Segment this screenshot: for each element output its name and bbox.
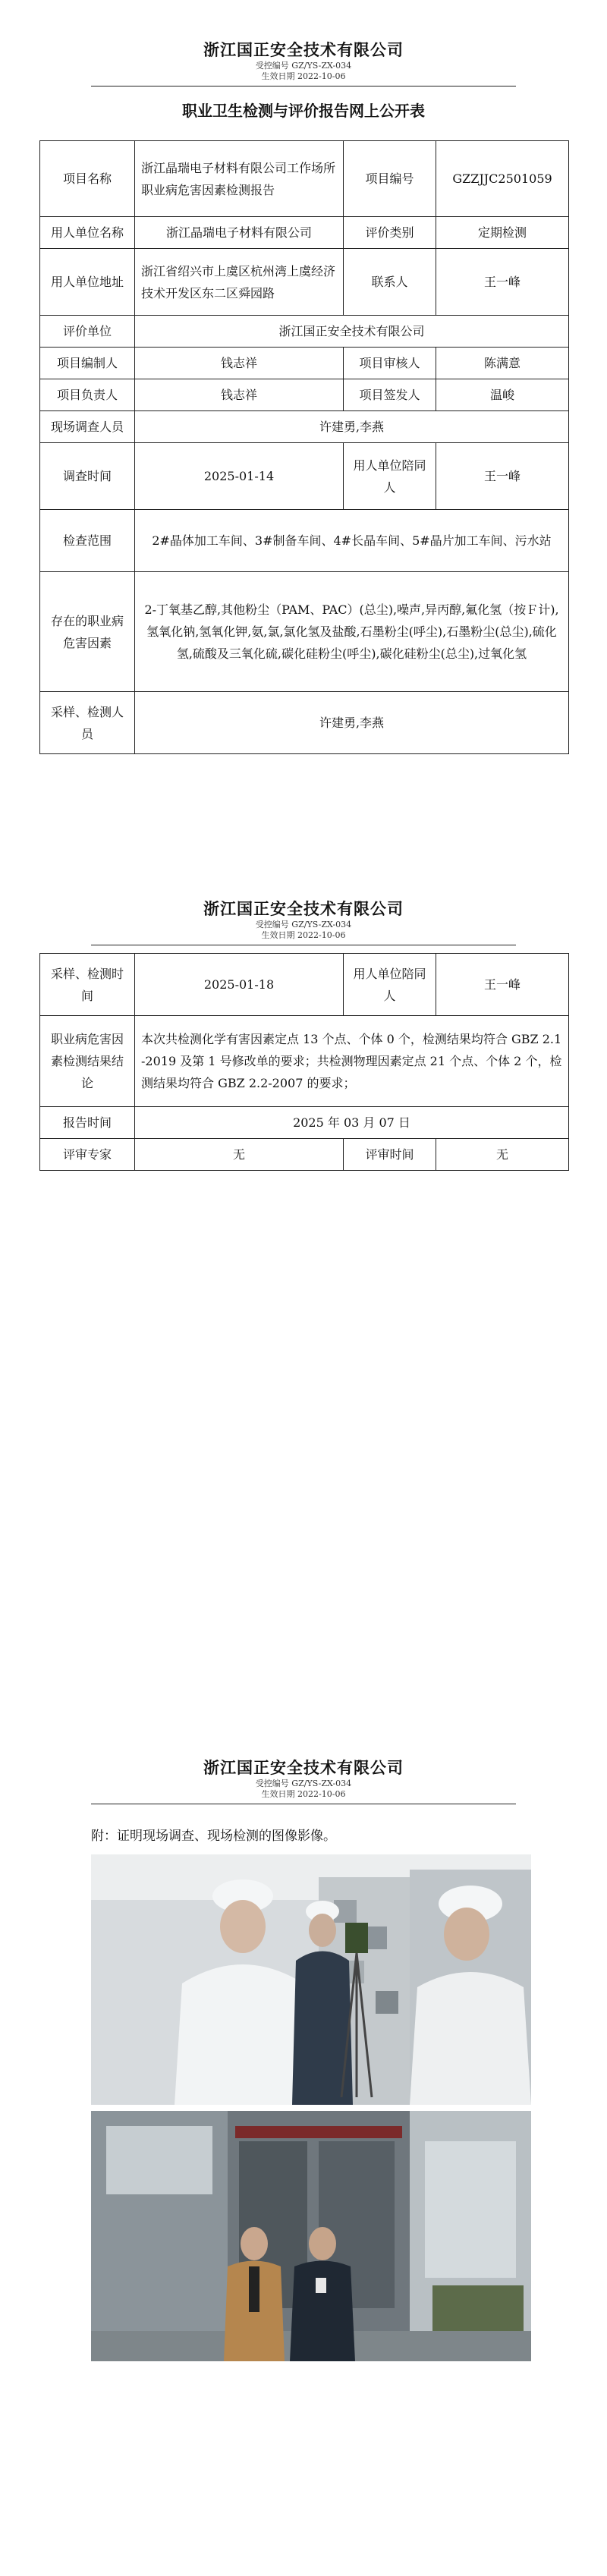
review-time: 无	[436, 1139, 569, 1171]
effective-date: 生效日期 2022-10-06	[261, 71, 346, 81]
control-number: 受控编号 GZ/YS-ZX-034	[255, 1779, 352, 1788]
conclusion-label: 职业病危害因素检测结果结论	[40, 1016, 135, 1107]
sampler-staff: 许建勇,李燕	[135, 692, 569, 754]
employer-address: 浙江省绍兴市上虞区杭州湾上虞经济技术开发区东二区舜园路	[135, 249, 344, 316]
attachment-note: 附：证明现场调查、现场检测的图像影像。	[91, 1829, 336, 1844]
compiler: 钱志祥	[135, 348, 344, 379]
page-1	[0, 0, 607, 857]
table-row	[40, 217, 569, 249]
survey-staff-label: 现场调查人员	[40, 411, 135, 443]
review-time-label: 评审时间	[344, 1139, 436, 1171]
project-name: 浙江晶瑞电子材料有限公司工作场所职业病危害因素检测报告	[135, 141, 344, 217]
compiler-label: 项目编制人	[40, 348, 135, 379]
scope-label: 检查范围	[40, 510, 135, 572]
effective-date: 生效日期 2022-10-06	[261, 1789, 346, 1799]
table-row	[40, 348, 569, 379]
photo-illustration	[91, 1854, 531, 2105]
hazard-factors: 2-丁氧基乙醇,其他粉尘（PAM、PAC）(总尘),噪声,异丙醇,氟化氢（按Ｆ计),氢氧化钠,氢氧化钾,氨,氯,氯化氢及盐酸,石墨粉尘(呼尘),石墨粉尘(总尘),硫化氢,硫酸及三氧化硫,碳化硅粉尘(呼尘),碳化硅粉尘(总尘),过氧化氢	[135, 572, 569, 692]
report-time: 2025 年 03 月 07 日	[135, 1107, 569, 1139]
photo-illustration	[91, 2111, 531, 2361]
leader-label: 项目负责人	[40, 379, 135, 411]
issuer-label: 项目签发人	[344, 379, 436, 411]
leader: 钱志祥	[135, 379, 344, 411]
eval-unit-label: 评价单位	[40, 316, 135, 348]
table-row	[40, 141, 569, 217]
document-title: 职业卫生检测与评价报告网上公开表	[182, 102, 425, 120]
project-no-label: 项目编号	[344, 141, 436, 217]
table-row	[40, 411, 569, 443]
accompany-person: 王一峰	[436, 443, 569, 510]
company-name: 浙江国正安全技术有限公司	[203, 40, 404, 59]
eval-type: 定期检测	[436, 217, 569, 249]
table-row	[40, 692, 569, 754]
employer-address-label: 用人单位地址	[40, 249, 135, 316]
employer-name: 浙江晶瑞电子材料有限公司	[135, 217, 344, 249]
sample-time-label: 采样、检测时间	[40, 954, 135, 1016]
expert-label: 评审专家	[40, 1139, 135, 1171]
table-row	[40, 249, 569, 316]
reviewer: 陈满意	[436, 348, 569, 379]
survey-time: 2025-01-14	[135, 443, 344, 510]
project-name-label: 项目名称	[40, 141, 135, 217]
detection-conclusion: 本次共检测化学有害因素定点 13 个点、个体 0 个，检测结果均符合 GBZ 2.1-2019 及第 1 号修改单的要求；共检测物理因素定点 21 个点、个体 2 个，检测结果均符合 GBZ 2.2-2007 的要求；	[135, 1016, 569, 1107]
table-row	[40, 1139, 569, 1171]
report-time-label: 报告时间	[40, 1107, 135, 1139]
project-no: GZZJJC2501059	[436, 141, 569, 217]
table-row	[40, 510, 569, 572]
reviewer-label: 项目审核人	[344, 348, 436, 379]
page-header	[0, 39, 607, 86]
page-header	[0, 898, 607, 945]
sampler-label: 采样、检测人员	[40, 692, 135, 754]
review-expert: 无	[135, 1139, 344, 1171]
issuer: 温峻	[436, 379, 569, 411]
survey-staff: 许建勇,李燕	[135, 411, 569, 443]
accompany-person: 王一峰	[436, 954, 569, 1016]
table-row	[40, 379, 569, 411]
report-table-2	[39, 953, 569, 1171]
table-row	[40, 1107, 569, 1139]
hazards-label: 存在的职业病危害因素	[40, 572, 135, 692]
eval-unit: 浙江国正安全技术有限公司	[135, 316, 569, 348]
table-row	[40, 316, 569, 348]
table-row	[40, 572, 569, 692]
table-row	[40, 954, 569, 1016]
employer-name-label: 用人单位名称	[40, 217, 135, 249]
effective-date: 生效日期 2022-10-06	[261, 930, 346, 940]
page-2	[0, 859, 607, 1716]
survey-time-label: 调查时间	[40, 443, 135, 510]
company-name: 浙江国正安全技术有限公司	[203, 899, 404, 918]
page-3	[0, 1718, 607, 2576]
control-number: 受控编号 GZ/YS-ZX-034	[255, 61, 352, 71]
table-row	[40, 1016, 569, 1107]
control-number: 受控编号 GZ/YS-ZX-034	[255, 920, 352, 929]
sample-time: 2025-01-18	[135, 954, 344, 1016]
accompany-label: 用人单位陪同人	[344, 443, 436, 510]
table-row	[40, 443, 569, 510]
accompany-label: 用人单位陪同人	[344, 954, 436, 1016]
site-investigation-photo	[91, 1854, 531, 2105]
inspection-scope: 2#晶体加工车间、3#制备车间、4#长晶车间、5#晶片加工车间、污水站	[135, 510, 569, 572]
page-header	[0, 1757, 607, 1804]
site-detection-photo	[91, 2111, 531, 2361]
eval-type-label: 评价类别	[344, 217, 436, 249]
contact-label: 联系人	[344, 249, 436, 316]
report-table-1	[39, 140, 569, 754]
contact-person: 王一峰	[436, 249, 569, 316]
company-name: 浙江国正安全技术有限公司	[203, 1758, 404, 1777]
